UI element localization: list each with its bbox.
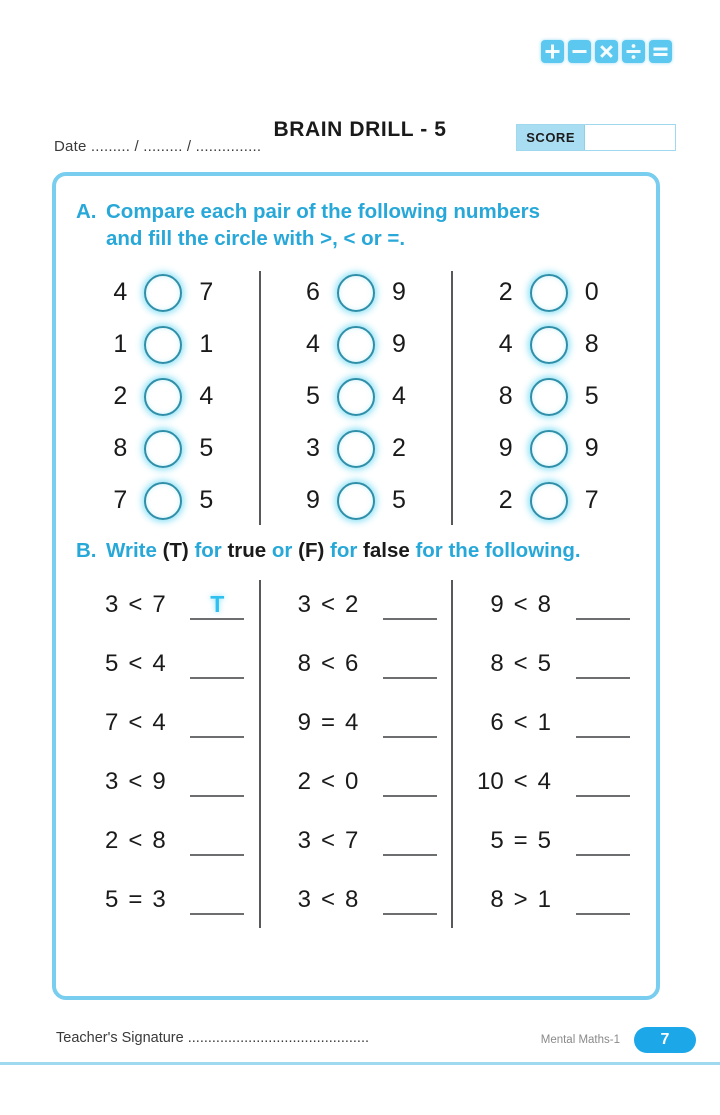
truefalse-row [453, 871, 644, 930]
truefalse-row [453, 753, 644, 812]
compare-right-number: 4 [392, 382, 406, 410]
answer-blank[interactable] [383, 591, 437, 620]
statement-left-number: 5 [104, 886, 119, 914]
section-a-grid [56, 267, 656, 527]
equals-icon [649, 40, 672, 63]
compare-right-number: 4 [199, 382, 214, 410]
page-number-badge: 7 [634, 1027, 696, 1053]
section-b-prompt-segment: Write [106, 538, 163, 562]
compare-left-number: 8 [113, 434, 128, 462]
section-a-prompt-line2: and fill the circle with >, < or =. [106, 227, 406, 251]
statement-operator: < [513, 650, 528, 678]
statement-right-number: 5 [537, 650, 552, 678]
truefalse-row [453, 812, 644, 871]
compare-left-number: 1 [113, 330, 128, 358]
compare-row [68, 267, 259, 319]
worksheet-panel [52, 172, 660, 1000]
truefalse-row [453, 694, 644, 753]
truefalse-row [68, 576, 259, 635]
compare-row [68, 475, 259, 527]
compare-right-number: 5 [584, 382, 599, 410]
compare-row [261, 371, 452, 423]
statement-right-number: 8 [345, 886, 359, 914]
compare-row [453, 319, 644, 371]
compare-right-number: 2 [392, 434, 406, 462]
statement-left-number: 10 [476, 768, 504, 796]
score-input[interactable] [585, 125, 675, 150]
compare-row [453, 267, 644, 319]
section-b-prompt-segment: for the following. [409, 538, 581, 562]
compare-right-number: 5 [392, 486, 406, 514]
answer-blank[interactable] [383, 709, 437, 738]
statement-right-number: 3 [152, 886, 166, 914]
compare-row [261, 423, 452, 475]
statement-left-number: 3 [297, 827, 311, 855]
section-b-column [68, 576, 259, 930]
truefalse-row [453, 635, 644, 694]
statement-right-number: 5 [537, 827, 552, 855]
compare-row [453, 475, 644, 527]
answer-blank[interactable] [190, 886, 244, 915]
truefalse-row [261, 812, 452, 871]
statement-left-number: 3 [297, 886, 311, 914]
statement-left-number: 8 [490, 650, 504, 678]
section-a-column [453, 267, 644, 527]
compare-right-number: 9 [392, 330, 406, 358]
statement-operator: < [320, 768, 335, 796]
compare-left-number: 3 [306, 434, 320, 462]
statement-right-number: 1 [537, 886, 552, 914]
compare-row [453, 423, 644, 475]
statement-right-number: 2 [345, 591, 359, 619]
statement-left-number: 2 [104, 827, 119, 855]
compare-left-number: 7 [113, 486, 128, 514]
compare-row [261, 319, 452, 371]
answer-circle[interactable] [337, 326, 375, 364]
footer-divider [0, 1062, 720, 1065]
truefalse-row [261, 871, 452, 930]
statement-operator: < [320, 886, 335, 914]
answer-blank[interactable] [190, 768, 244, 797]
compare-right-number: 5 [199, 486, 214, 514]
minus-icon [568, 40, 591, 63]
answer-blank[interactable] [190, 827, 244, 856]
answer-blank[interactable] [576, 827, 630, 856]
compare-row [261, 267, 452, 319]
section-b-prompt-segment: (T) [162, 538, 189, 562]
compare-left-number: 9 [306, 486, 320, 514]
answer-blank[interactable] [576, 709, 630, 738]
answer-blank[interactable] [576, 768, 630, 797]
multiply-icon [595, 40, 618, 63]
statement-operator: < [128, 827, 143, 855]
section-b-letter: B. [76, 538, 97, 562]
statement-left-number: 7 [104, 709, 119, 737]
compare-left-number: 9 [498, 434, 513, 462]
section-b-grid [56, 576, 656, 930]
statement-left-number: 5 [490, 827, 504, 855]
compare-right-number: 9 [392, 278, 406, 306]
compare-right-number: 9 [584, 434, 599, 462]
compare-left-number: 4 [113, 278, 128, 306]
worksheet-footer [0, 1022, 720, 1062]
compare-right-number: 0 [584, 278, 599, 306]
statement-right-number: 8 [537, 591, 552, 619]
compare-left-number: 2 [498, 278, 513, 306]
answer-circle[interactable] [530, 326, 568, 364]
compare-left-number: 2 [498, 486, 513, 514]
section-b-heading [56, 537, 656, 564]
section-b-prompt-segment: (F) [298, 538, 325, 562]
statement-right-number: 7 [152, 591, 166, 619]
answer-circle[interactable] [337, 482, 375, 520]
answer-blank[interactable] [383, 827, 437, 856]
divide-icon [622, 40, 645, 63]
statement-left-number: 8 [297, 650, 311, 678]
section-a-letter: A. [76, 200, 97, 223]
truefalse-row [68, 812, 259, 871]
compare-left-number: 8 [498, 382, 513, 410]
answer-blank[interactable] [576, 886, 630, 915]
truefalse-row [261, 753, 452, 812]
statement-operator: < [128, 768, 143, 796]
statement-operator: < [513, 591, 528, 619]
statement-right-number: 9 [152, 768, 166, 796]
section-a-prompt-line1: Compare each pair of the following numbers [106, 200, 540, 223]
section-a-column [261, 267, 452, 527]
section-b-column [453, 576, 644, 930]
statement-left-number: 5 [104, 650, 119, 678]
truefalse-row [68, 871, 259, 930]
section-b-prompt-segment: for [188, 538, 228, 562]
section-b-prompt-segment: true [227, 538, 267, 562]
compare-right-number: 5 [199, 434, 214, 462]
answer-blank[interactable]: T [190, 591, 244, 620]
compare-row [68, 319, 259, 371]
answer-blank[interactable] [383, 650, 437, 679]
statement-left-number: 9 [490, 591, 504, 619]
statement-left-number: 3 [104, 768, 119, 796]
answer-circle[interactable] [337, 274, 375, 312]
answer-circle[interactable] [337, 378, 375, 416]
statement-right-number: 4 [152, 650, 166, 678]
statement-right-number: 1 [537, 709, 552, 737]
operator-icon-strip [541, 40, 672, 63]
statement-operator: < [128, 650, 143, 678]
answer-circle[interactable] [144, 378, 182, 416]
section-b-prompt [106, 537, 636, 564]
answer-circle[interactable] [144, 274, 182, 312]
truefalse-row [68, 694, 259, 753]
answer-blank[interactable] [383, 886, 437, 915]
statement-left-number: 3 [297, 591, 311, 619]
statement-right-number: 0 [345, 768, 359, 796]
statement-right-number: 4 [345, 709, 359, 737]
answer-blank[interactable] [576, 650, 630, 679]
section-b-prompt-segment: false [363, 538, 410, 562]
compare-left-number: 5 [306, 382, 320, 410]
teacher-signature-line[interactable]: Teacher's Signature ............................................. [56, 1030, 370, 1046]
statement-left-number: 8 [490, 886, 504, 914]
compare-left-number: 2 [113, 382, 128, 410]
statement-right-number: 4 [537, 768, 552, 796]
section-b-column [261, 576, 452, 930]
score-box [516, 124, 676, 151]
compare-left-number: 4 [498, 330, 513, 358]
compare-left-number: 4 [306, 330, 320, 358]
answer-blank[interactable] [190, 709, 244, 738]
statement-left-number: 2 [297, 768, 311, 796]
compare-row [453, 371, 644, 423]
statement-operator: > [513, 886, 528, 914]
answer-circle[interactable] [530, 430, 568, 468]
score-label: SCORE [517, 125, 585, 150]
section-b-prompt-segment: or [266, 538, 299, 562]
answer-blank[interactable] [190, 650, 244, 679]
statement-operator: = [128, 886, 143, 914]
section-a-prompt [106, 198, 636, 253]
truefalse-row [453, 576, 644, 635]
truefalse-row [261, 635, 452, 694]
date-field[interactable]: Date ......... / ......... / ............... [54, 138, 262, 155]
page-title: BRAIN DRILL - 5 [273, 118, 447, 141]
answer-circle[interactable] [530, 378, 568, 416]
section-a-column [68, 267, 259, 527]
statement-left-number: 3 [104, 591, 119, 619]
section-a-heading [56, 198, 656, 253]
statement-operator: < [513, 768, 528, 796]
statement-operator: < [513, 709, 528, 737]
answer-circle[interactable] [530, 482, 568, 520]
compare-left-number: 6 [306, 278, 320, 306]
statement-right-number: 6 [345, 650, 359, 678]
compare-row [68, 371, 259, 423]
truefalse-row [261, 576, 452, 635]
answer-circle[interactable] [144, 482, 182, 520]
compare-row [68, 423, 259, 475]
compare-right-number: 8 [584, 330, 599, 358]
statement-operator: < [320, 650, 335, 678]
statement-right-number: 7 [345, 827, 359, 855]
statement-left-number: 9 [297, 709, 311, 737]
truefalse-row [261, 694, 452, 753]
compare-right-number: 7 [584, 486, 599, 514]
statement-operator: = [513, 827, 528, 855]
statement-right-number: 4 [152, 709, 166, 737]
statement-operator: < [320, 827, 335, 855]
section-b-prompt-segment: for [324, 538, 364, 562]
answer-circle[interactable] [530, 274, 568, 312]
answer-blank[interactable] [383, 768, 437, 797]
worksheet-header [0, 118, 720, 170]
truefalse-row [68, 753, 259, 812]
statement-right-number: 8 [152, 827, 166, 855]
statement-operator: = [320, 709, 335, 737]
answer-blank[interactable] [576, 591, 630, 620]
compare-right-number: 1 [199, 330, 214, 358]
plus-icon [541, 40, 564, 63]
compare-row [261, 475, 452, 527]
compare-right-number: 7 [199, 278, 214, 306]
answer-circle[interactable] [144, 326, 182, 364]
statement-operator: < [128, 709, 143, 737]
statement-operator: < [320, 591, 335, 619]
book-name-label: Mental Maths-1 [540, 1034, 620, 1046]
statement-operator: < [128, 591, 143, 619]
statement-left-number: 6 [490, 709, 504, 737]
answer-circle[interactable] [144, 430, 182, 468]
truefalse-row [68, 635, 259, 694]
answer-circle[interactable] [337, 430, 375, 468]
